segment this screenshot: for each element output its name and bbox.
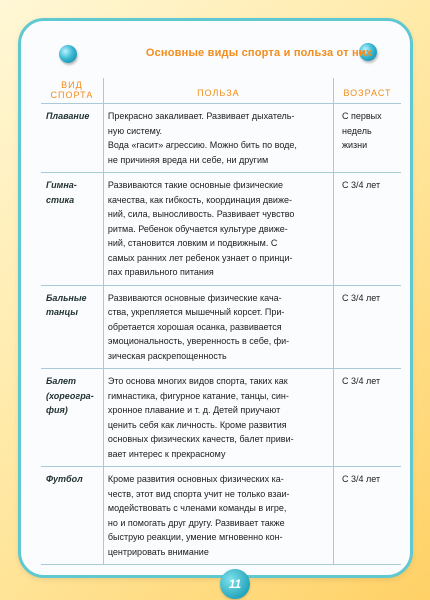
page-title: Основные виды спорта и польза от них (145, 47, 373, 59)
age-line: С 3/4 лет (341, 292, 381, 303)
benefit-cell (103, 467, 333, 565)
benefit-line: Вода «гасит» агрессию. Можно бить по воде, (107, 140, 297, 150)
benefit-line: основных физических качеств, балет приви- (107, 434, 294, 444)
benefit-cell (103, 369, 333, 467)
header-sport-line: СПОРТА (50, 90, 94, 100)
benefit-line: ритма. Ребенок обучается культуре движе- (107, 223, 288, 234)
benefit-line: ний, становится ловким и подвижным. С (107, 238, 278, 248)
benefit-line: Развиваются основные физические кача- (107, 292, 282, 303)
benefit-line: самых ранних лет ребенок узнает о принци- (107, 252, 293, 263)
sport-name-line: Плавание (46, 111, 90, 121)
benefit-cell (103, 285, 333, 369)
table-header-row (41, 78, 401, 104)
benefit-line: ценить себя как личность. Кроме развития (107, 419, 287, 430)
benefit-line: качества, как гибкость, координация движе- (107, 194, 292, 205)
table-body (41, 104, 401, 565)
sport-name-cell (41, 369, 103, 467)
benefit-line: Кроме развития основных физических ка- (107, 474, 284, 484)
benefit-line: ства, укрепляется мышечный корсет. При- (107, 307, 285, 317)
age-line: жизни (341, 140, 368, 150)
sport-name-cell (41, 173, 103, 286)
benefit-line: ний, сила, выносливость. Развивает чувство (107, 209, 295, 219)
page-card (18, 18, 413, 591)
benefit-line: Прекрасно закаливает. Развивает дыхатель- (107, 111, 295, 121)
age-line: С первых (341, 111, 382, 121)
sport-name-line: стика (46, 194, 75, 205)
age-cell (333, 369, 401, 467)
benefit-line: пах правильного питания (107, 267, 214, 277)
benefit-line: гимнастика, фигурное катание, танцы, син- (107, 390, 289, 401)
benefit-line: Развиваются такие основные физические (107, 180, 284, 190)
benefit-line: не причиняя вреда ни себе, ни другим (107, 154, 269, 165)
age-line: С 3/4 лет (341, 474, 381, 484)
pushpin-icon (59, 45, 77, 63)
table-row (41, 369, 401, 467)
header-sport (41, 78, 103, 104)
age-cell (333, 285, 401, 369)
benefit-line: ную систему. (107, 125, 163, 136)
table-row (41, 285, 401, 369)
header-benefit: ПОЛЬЗА (103, 78, 333, 104)
sport-name-line: фия) (46, 405, 68, 415)
benefit-line: но и помогать друг другу. Развивает также (107, 517, 285, 528)
sport-name-cell (41, 467, 103, 565)
table-row (41, 173, 401, 286)
sport-name-line: (хореогра- (46, 390, 94, 401)
sport-name-line: Футбол (46, 474, 83, 484)
page-number-badge: 11 (220, 569, 250, 599)
sport-name-line: танцы (46, 307, 78, 317)
benefit-line: вает интерес к прекрасному (107, 448, 226, 459)
sports-table (41, 78, 401, 565)
benefit-line: зическая раскрепощенность (107, 350, 227, 361)
sport-name-line: Балет (46, 376, 76, 386)
benefit-line: центрировать внимание (107, 546, 209, 557)
benefit-line: обретается хорошая осанка, развивается (107, 321, 282, 332)
sport-name-cell (41, 104, 103, 173)
benefit-cell (103, 104, 333, 173)
benefit-cell (103, 173, 333, 286)
sport-name-cell (41, 285, 103, 369)
benefit-line: быструю реакции, умение мгновенно кон- (107, 532, 283, 542)
benefit-line: честв, этот вид спорта учит не только взаи- (107, 488, 290, 499)
benefit-line: хронное плавание и т. д. Детей приучают (107, 405, 281, 415)
sport-name-line: Бальные (46, 292, 87, 303)
age-line: недель (341, 125, 372, 136)
age-line: С 3/4 лет (341, 376, 381, 386)
age-cell (333, 104, 401, 173)
age-line: С 3/4 лет (341, 180, 381, 190)
age-cell (333, 467, 401, 565)
benefit-line: модействовать с членами команды в игре, (107, 503, 287, 513)
header-sport-line: ВИД (61, 80, 83, 90)
header-age: ВОЗРАСТ (333, 78, 401, 104)
sport-name-line: Гимна- (46, 180, 77, 190)
benefit-line: Это основа многих видов спорта, таких как (107, 376, 288, 386)
age-cell (333, 173, 401, 286)
table-row (41, 467, 401, 565)
benefit-line: эмоциональность, уверенность в себе, фи- (107, 336, 290, 346)
table-row (41, 104, 401, 173)
